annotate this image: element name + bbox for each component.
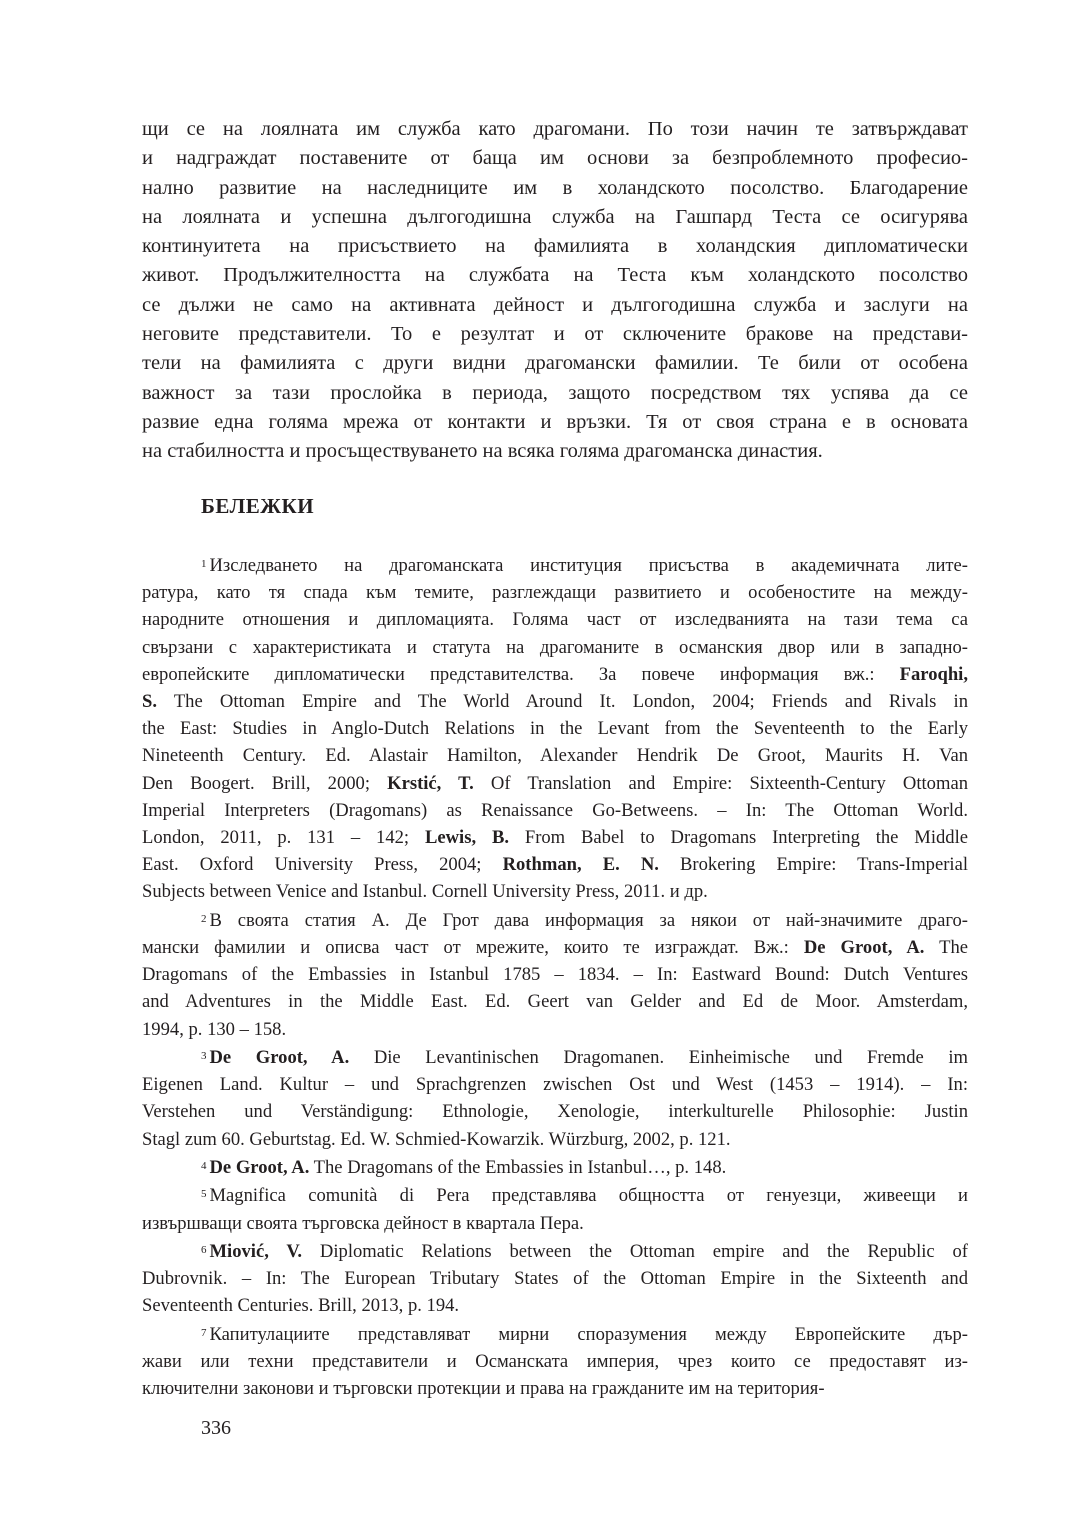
footnote-line xyxy=(142,961,968,988)
footnote-line xyxy=(142,579,968,606)
footnote-number: 5 xyxy=(201,1188,207,1201)
footnote xyxy=(142,552,968,906)
footnote-line xyxy=(142,988,968,1015)
footnote-text: Stagl zum 60. Geburtstag. Ed. W. Schmied-Kowarzik. Würzburg, 2002, p. 121. xyxy=(142,1128,731,1150)
text-line: неговите представители. То е резултат и от сключените бракове на представи- xyxy=(142,323,968,346)
text-line: нално развитие на наследниците им в холандското посолство. Благодарение xyxy=(142,176,968,199)
footnote-text: Dubrovnik. – In: The European Tributary States of the Ottoman Empire in the Sixteenth and xyxy=(142,1268,968,1290)
footnote-text: The Dragomans of the Embassies in Istanbul…, p. 148. xyxy=(309,1157,727,1179)
notes-heading: БЕЛЕЖКИ xyxy=(201,494,315,518)
footnote-text: Eigenen Land. Kultur – und Sprachgrenzen zwischen Ost und West (1453 – 1914). – In: xyxy=(142,1074,968,1096)
footnote-text: the East: Studies in Anglo-Dutch Relations in the Levant from the Seventeenth to the Early xyxy=(142,718,968,740)
footnote-line xyxy=(142,797,968,824)
footnote-text: and Adventures in the Middle East. Ed. Geert van Gelder and Ed de Moor. Amsterdam, xyxy=(142,991,968,1013)
footnote-line xyxy=(142,552,968,579)
footnote xyxy=(142,1044,968,1153)
footnote-line xyxy=(142,1238,968,1265)
footnote xyxy=(142,1182,968,1236)
footnote-number: 1 xyxy=(201,558,207,570)
footnote-number: 6 xyxy=(201,1244,207,1257)
footnote-text: Dragomans of the Embassies in Istanbul 1785 – 1834. – In: Eastward Bound: Dutch Ventures xyxy=(142,964,968,986)
text-line: на лоялната и успешна дългогодишна служба на Гашпард Теста се осигурява xyxy=(142,205,968,228)
footnote-line xyxy=(142,878,968,905)
author-name: Lewis, B. xyxy=(424,827,509,849)
footnote-text: Imperial Interpreters (Dragomans) as Renaissance Go-Betweens. – In: The Ottoman World. xyxy=(142,799,968,821)
footnote xyxy=(142,1238,968,1320)
footnote-text: извършващи своята търговска дейност в квартала Пера. xyxy=(142,1212,584,1234)
author-name: De Groot, A. xyxy=(209,1157,310,1179)
footnote-text: Verstehen und Verständigung: Ethnologie, Xenologie, interkulturelle Philosophie: Justin xyxy=(142,1101,968,1123)
text-line: развие една голяма мрежа от контакти и връзки. Тя от своя страна е в основата xyxy=(142,410,968,433)
text-line: на стабилността и просъществуването на всяка голяма драгоманска династия. xyxy=(142,440,823,463)
footnote-line xyxy=(142,770,968,797)
footnote-line xyxy=(142,688,968,715)
footnote-text: From Babel to Dragomans Interpreting the Middle xyxy=(509,827,969,849)
footnote-line xyxy=(142,934,968,961)
footnote-text: народните отношения и дипломацията. Голяма част от изследванията на тази тема са xyxy=(142,609,968,631)
footnote-text: London, 2011, p. 131 – 142; xyxy=(142,827,425,849)
footnote-text: Of Translation and Empire: Sixteenth-Century Ottoman xyxy=(473,772,968,794)
footnote-line xyxy=(142,1126,968,1153)
footnote-line xyxy=(142,1348,968,1375)
footnote-line xyxy=(142,1210,968,1237)
footnote-text: The xyxy=(924,937,968,959)
footnote-line xyxy=(142,1016,968,1043)
footnote-text: Diplomatic Relations between the Ottoman empire and the Republic of xyxy=(302,1241,968,1263)
footnote-line xyxy=(142,1292,968,1319)
footnote-line xyxy=(142,1071,968,1098)
footnote-text: В своята статия А. Де Грот дава информация за някои от най-значимите драго- xyxy=(209,909,968,931)
author-name: Faroqhi, xyxy=(899,663,968,685)
author-name: De Groot, A. xyxy=(803,937,925,959)
footnote-line xyxy=(142,1265,968,1292)
footnote-line xyxy=(142,1321,968,1348)
footnote-text: 1994, p. 130 – 158. xyxy=(142,1018,287,1040)
footnote-text: Seventeenth Centuries. Brill, 2013, p. 194. xyxy=(142,1295,460,1317)
footnote-line xyxy=(142,824,968,851)
footnote-text: мански фамилии и описва част от мрежите, които те изграждат. Вж.: xyxy=(142,937,804,959)
footnote xyxy=(142,1321,968,1403)
footnote-line xyxy=(142,742,968,769)
footnote-text: Nineteenth Century. Ed. Alastair Hamilton, Alexander Hendrik De Groot, Maurits H. Van xyxy=(142,745,968,767)
text-line: се дължи не само на активната дейност и дългогодишна служба и заслуги на xyxy=(142,293,968,316)
footnote-line xyxy=(142,1375,968,1402)
footnote-text: жави или техни представители и Османската империя, чрез които се предоставят из- xyxy=(142,1351,968,1373)
page-number: 336 xyxy=(201,1417,231,1439)
footnote xyxy=(142,907,968,1043)
footnote-line xyxy=(142,1044,968,1071)
body-paragraph xyxy=(142,115,968,467)
text-line: щи се на лоялната им служба като драгомани. По този начин те затвърждават xyxy=(142,118,968,140)
footnote-number: 7 xyxy=(201,1326,207,1339)
footnote-line xyxy=(142,907,968,934)
footnote-line xyxy=(142,1098,968,1125)
footnote-text: европейските дипломатически представителства. За повече информация вж.: xyxy=(142,663,900,685)
footnote-number: 3 xyxy=(201,1050,207,1063)
author-name: Miović, V. xyxy=(209,1241,303,1263)
footnote-number: 2 xyxy=(201,912,207,925)
footnote-text: Die Levantinischen Dragomanen. Einheimische und Fremde im xyxy=(349,1047,969,1069)
footnote-line xyxy=(142,715,968,742)
footnote-number: 4 xyxy=(201,1160,207,1173)
footnote-text: свързани с характеристиката и статута на драгоманите в османския двор или в западно- xyxy=(142,636,968,658)
footnote-text: Brokering Empire: Trans-Imperial xyxy=(658,854,968,876)
footnote-text: ключителни законови и търговски протекции и права на гражданите им на територия- xyxy=(142,1378,825,1400)
text-line: и надграждат поставените от баща им основи за безпроблемното професио- xyxy=(142,147,968,170)
footnote-line xyxy=(142,634,968,661)
author-name: Rothman, E. N. xyxy=(502,854,659,876)
footnote-text: Изследването на драгоманската институция присъства в академичната лите- xyxy=(209,555,968,576)
author-name: S. xyxy=(142,691,157,713)
footnote-line xyxy=(142,851,968,878)
footnotes xyxy=(142,552,968,1404)
footnote-line xyxy=(142,606,968,633)
footnote xyxy=(142,1154,968,1181)
footnote-text: The Ottoman Empire and The World Around It. London, 2004; Friends and Rivals in xyxy=(157,691,968,713)
footnote-text: Капитулациите представляват мирни споразумения между Европейските дър- xyxy=(209,1323,968,1345)
footnote-text: Magnifica comunità di Pera представлява общността от генуезци, живеещи и xyxy=(209,1185,968,1207)
footnote-line xyxy=(142,1154,968,1181)
footnote-text: East. Oxford University Press, 2004; xyxy=(142,854,503,876)
text-line: континуитета на присъствието на фамилията в холандския дипломатически xyxy=(142,235,968,258)
author-name: De Groot, A. xyxy=(209,1047,350,1069)
footnote-line xyxy=(142,1182,968,1209)
footnote-text: Den Boogert. Brill, 2000; xyxy=(142,772,388,794)
footnote-text: ратура, като тя спада към темите, разглеждащи развитието и особеностите на между- xyxy=(142,582,968,604)
text-line: тели на фамилията с други видни драгомански фамилии. Те били от особена xyxy=(142,352,968,375)
text-line: важност за тази прослойка в периода, защото посредством тях успява да се xyxy=(142,381,968,404)
author-name: Krstić, T. xyxy=(387,772,474,794)
footnote-text: Subjects between Venice and Istanbul. Cornell University Press, 2011. и др. xyxy=(142,881,708,903)
text-line: живот. Продължителността на службата на Теста към холандското посолство xyxy=(142,264,968,287)
footnote-line xyxy=(142,661,968,688)
